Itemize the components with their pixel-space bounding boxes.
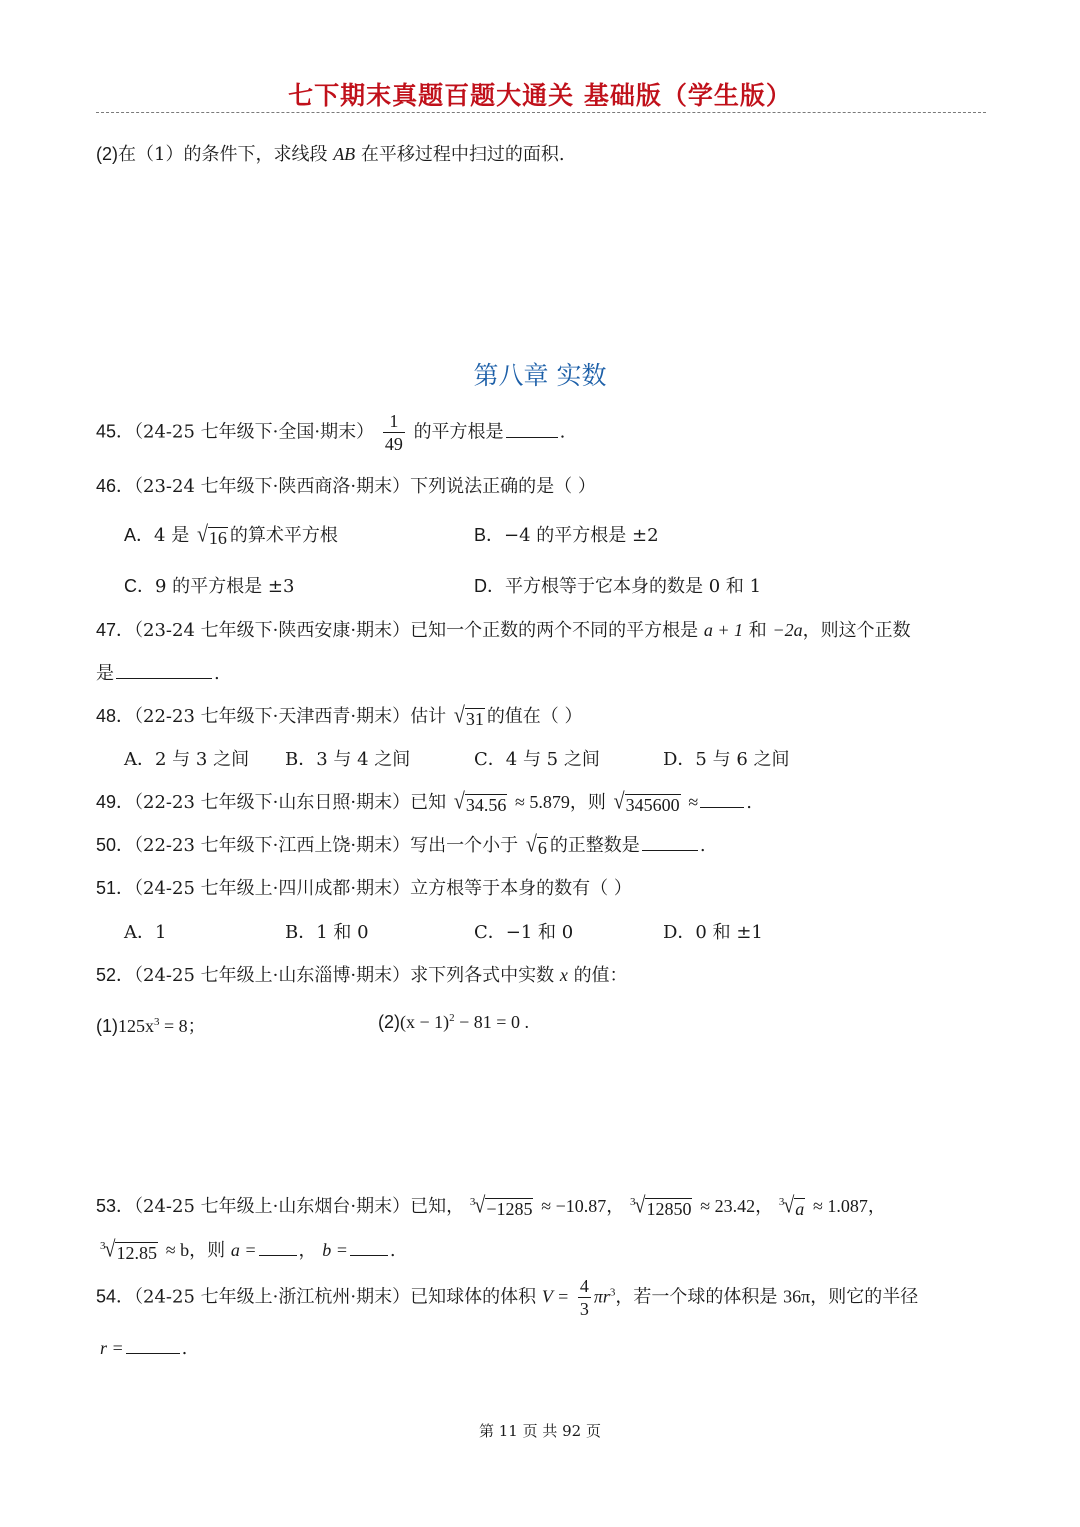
fraction-denominator: 49 (384, 434, 403, 454)
question-53 (96, 1192, 886, 1220)
option-label: C． (124, 576, 155, 596)
option-b (474, 521, 659, 547)
equation-rest: − 81 = 0 . (454, 1012, 529, 1032)
question-source: （24-25 七年级上·山东淄博·期末） (134, 965, 411, 986)
question-44-part-2 (96, 140, 565, 166)
sqrt-expression (453, 703, 485, 730)
question-51 (96, 874, 632, 900)
question-54-line-2 (100, 1337, 187, 1359)
option-label: B． (474, 525, 505, 545)
question-end: . (699, 835, 706, 856)
variable-a: a = (230, 1240, 257, 1260)
question-50 (96, 831, 706, 859)
approximation: ≈ 5.879，则 (515, 792, 606, 812)
sqrt-expression (453, 789, 507, 816)
fraction-denominator: 3 (579, 1299, 589, 1319)
approximation-3: ≈ 1.087， (813, 1196, 886, 1216)
option-c: C．−1 和 0 (474, 922, 574, 943)
option-d: D．0 和 ±1 (663, 922, 763, 943)
option-label: A． (124, 525, 155, 545)
fraction (383, 410, 405, 455)
question-source: （23-24 七年级下·陕西安康·期末） (134, 620, 411, 641)
question-54 (96, 1275, 918, 1320)
header-divider (96, 112, 986, 113)
question-49 (96, 788, 752, 816)
question-source: （24-25 七年级上·山东烟台·期末） (134, 1196, 411, 1217)
radicand: 12.85 (116, 1243, 157, 1263)
conjunction: 和 (748, 620, 767, 641)
exponent: 2 (449, 1012, 455, 1024)
volume-value: 36π (783, 1286, 811, 1307)
question-source: （24-25 七年级上·浙江杭州·期末） (134, 1286, 411, 1308)
question-text: 已知， (410, 1196, 465, 1217)
question-end: . (559, 421, 566, 443)
radicand: −1285 (486, 1199, 533, 1219)
answer-blank (506, 421, 558, 438)
radical-sign: √ (783, 1193, 795, 1219)
answer-blank-a (259, 1239, 297, 1256)
cbrt-expression-3 (783, 1193, 805, 1220)
question-source: （22-23 七年级下·江西上饶·期末） (134, 835, 411, 856)
question-45 (96, 410, 565, 455)
question-53-line-2 (100, 1236, 396, 1264)
question-text: 已知球体的体积 (410, 1286, 537, 1308)
question-52 (96, 961, 628, 987)
option-b: B．3 与 4 之间 (285, 749, 411, 770)
question-48 (96, 702, 583, 730)
radicand: 34.56 (465, 795, 507, 815)
option-a (124, 521, 338, 549)
question-number: 54． (96, 1286, 135, 1307)
fraction-numerator: 4 (579, 1276, 589, 1296)
radical-sign: √ (613, 789, 625, 815)
answer-blank (116, 662, 212, 679)
root-index: 3 (629, 1196, 636, 1208)
option-d: D．5 与 6 之间 (663, 749, 790, 770)
question-text-2: 的值在（ ） (486, 706, 583, 727)
option-d (474, 572, 761, 598)
equation-rest: = 8； (159, 1016, 206, 1036)
exponent: 3 (609, 1286, 616, 1299)
part-text: 在（1）的条件下，求线段 (118, 144, 328, 165)
question-text-2: ，则这个正数 (802, 620, 911, 641)
question-text-3: ，则它的半径 (810, 1286, 919, 1308)
question-end: . (214, 663, 220, 684)
answer-blank (126, 1337, 180, 1354)
question-number: 45． (96, 421, 135, 442)
approximation-2: ≈ 23.42， (700, 1196, 774, 1216)
root-index: 3 (100, 1240, 106, 1252)
option-text: 4 是 (154, 525, 190, 546)
radical-sign: √ (525, 832, 537, 858)
answer-blank (700, 791, 744, 808)
question-52-part-1 (96, 1012, 206, 1038)
fraction-numerator: 1 (389, 411, 399, 431)
question-text: 已知 (410, 792, 447, 813)
question-number: 53． (96, 1196, 135, 1216)
question-number: 47． (96, 620, 135, 640)
radicand: 6 (537, 838, 547, 858)
approximation-4: ≈ b，则 (165, 1240, 226, 1260)
question-text-2: ，若一个球的体积是 (615, 1286, 778, 1308)
question-source: （23-24 七年级下·陕西商洛·期末） (134, 476, 411, 497)
option-text: −4 的平方根是 ±2 (504, 525, 659, 546)
radical-sign: √ (196, 522, 208, 548)
question-text: 立方根等于本身的数有（ ） (410, 878, 632, 899)
sqrt-expression (525, 832, 548, 859)
radius-variable: r = (100, 1338, 124, 1358)
radical-sign: √ (474, 1193, 486, 1219)
answer-blank-b (350, 1239, 388, 1256)
radical-sign: √ (453, 703, 465, 729)
question-46 (96, 472, 596, 498)
question-number: 46． (96, 476, 135, 496)
option-c (124, 572, 294, 598)
cbrt-expression-4 (104, 1237, 158, 1264)
question-47-line-2 (96, 659, 220, 685)
question-source: （22-23 七年级下·山东日照·期末） (134, 792, 411, 813)
cbrt-expression (474, 1193, 533, 1220)
radical-sign: √ (453, 789, 465, 815)
cbrt-expression-2 (634, 1193, 692, 1220)
fraction (578, 1275, 591, 1320)
question-text: 下列说法正确的是（ ） (410, 476, 596, 497)
segment-name: AB (333, 144, 356, 164)
expression-1: a + 1 (703, 620, 743, 640)
option-c: C．4 与 5 之间 (474, 749, 600, 770)
question-text-3: 是 (96, 663, 114, 684)
option-a: A．2 与 3 之间 (124, 749, 250, 770)
question-text: 已知一个正数的两个不同的平方根是 (410, 620, 699, 641)
radical-sign: √ (104, 1237, 116, 1263)
question-number: 50． (96, 835, 135, 855)
equation: (x − 1) (400, 1012, 450, 1032)
question-text: 估计 (410, 706, 447, 727)
radicand: 345600 (625, 795, 680, 815)
exponent: 3 (154, 1016, 160, 1028)
chapter-title: 第八章 实数 (473, 361, 607, 390)
option-text: 平方根等于它本身的数是 0 和 1 (505, 576, 762, 597)
question-text-2: 的值： (573, 965, 628, 986)
question-end: . (746, 792, 753, 813)
separator: ， (298, 1240, 317, 1261)
approx-sign: ≈ (688, 792, 699, 812)
question-number: 48． (96, 706, 135, 726)
question-source: （24-25 七年级下·全国·期末） (134, 421, 375, 443)
part-label: (2) (378, 1012, 400, 1032)
sqrt-expression (196, 522, 228, 549)
radical-sign: √ (634, 1193, 646, 1219)
approximation: ≈ −10.87， (541, 1196, 625, 1216)
option-b: B．1 和 0 (285, 922, 369, 943)
page-number: 第 11 页 共 92 页 (478, 1422, 601, 1440)
document-header-title: 七下期末真题百题大通关 基础版（学生版） (288, 81, 792, 110)
part-label: (1) (96, 1016, 118, 1036)
part-text-2: 在平移过程中扫过的面积. (360, 144, 565, 165)
answer-blank (642, 834, 698, 851)
question-text-2: 的正整数是 (549, 835, 640, 856)
radicand: 31 (465, 709, 484, 729)
question-47 (96, 616, 911, 642)
radicand: a (795, 1199, 805, 1219)
option-a: A．1 (124, 922, 167, 943)
volume-variable: V = (541, 1286, 570, 1307)
pi-r: πr (593, 1286, 610, 1307)
root-index: 3 (469, 1196, 476, 1208)
expression-2: −2a (772, 620, 803, 640)
sqrt-expression-2 (613, 789, 681, 816)
question-text: 写出一个小于 (410, 835, 519, 856)
root-index: 3 (778, 1196, 785, 1208)
question-source: （24-25 七年级上·四川成都·期末） (134, 878, 411, 899)
variable-b: b = (322, 1240, 348, 1260)
question-end: . (389, 1240, 396, 1261)
radicand: 12850 (646, 1199, 692, 1219)
radicand: 16 (208, 528, 227, 548)
question-source: （22-23 七年级下·天津西青·期末） (134, 706, 411, 727)
option-text-2: 的算术平方根 (229, 525, 338, 546)
question-number: 49． (96, 792, 135, 812)
question-52-part-2 (378, 1012, 529, 1033)
question-number: 52． (96, 965, 135, 985)
variable: x (559, 965, 568, 985)
option-label: D． (474, 576, 505, 596)
question-number: 51． (96, 878, 135, 898)
question-text: 的平方根是 (413, 421, 504, 443)
question-text: 求下列各式中实数 (410, 965, 555, 986)
equation: 125x (118, 1016, 154, 1036)
part-label: (2) (96, 144, 118, 164)
option-text: 9 的平方根是 ±3 (155, 576, 295, 597)
question-end: . (181, 1338, 188, 1359)
